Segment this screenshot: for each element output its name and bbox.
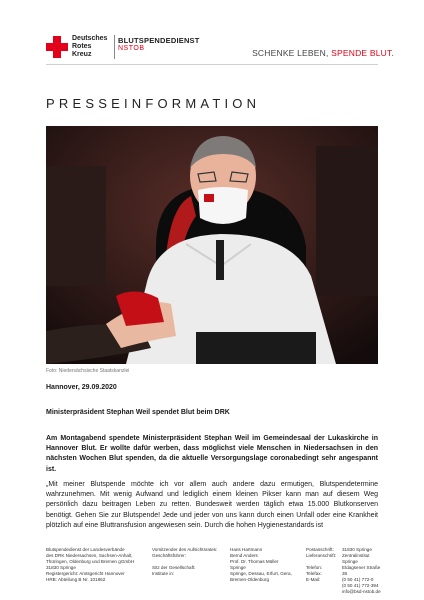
footer-line: des DRK Niedersachsen, Sachsen-Anhalt, [46,553,133,558]
photo-illustration [46,126,378,364]
photo-caption: Foto: Niedersächsische Staatskanzlei [46,368,130,374]
footer-line: Lieferanschrift: [306,553,337,558]
page-title: PRESSEINFORMATION [46,96,261,111]
footer-line: Vorsitzender des Aufsichtsrates: [152,547,218,552]
footer-line: Geschäftsführer: [152,553,186,558]
drk-line: Kreuz [72,51,92,58]
footer-line: (0 50 41) 772-394 [342,583,379,588]
footer-line: E-Mail: [306,577,321,582]
service-name: BLUTSPENDEDIENST [118,36,200,45]
footer-line: Bremen-Oldenburg [230,577,270,582]
footer-line: HRB: Abteilung B Nr. 101862 [46,577,106,582]
footer-line: Institute in: [152,571,175,576]
drk-wordmark [72,35,107,59]
lead-paragraph: Am Montagabend spendete Ministerpräsident Stephan Weil im Gemeindesaal der Lukaskirche in Hannover Blut. Er wollte dafür werben, dass möglichst viele Menschen in Niedersachsen in den nächsten Wochen Blut spenden, da die aktuelle Versorgungslage coronabedingt sehr angespannt ist. [46,435,378,473]
footer-line: (0 50 41) 772-0 [342,577,374,582]
footer-col-roles [152,547,228,577]
footer-line: Prof. Dr. Thomas Müller [230,559,279,564]
drk-line: Rotes [72,43,92,50]
slogan-part-b: SPENDE BLUT. [331,48,394,58]
footer-col-contact-labels [306,547,340,583]
footer-line: Telefax: [306,571,322,576]
logo-divider [114,35,115,59]
footer-line: info@bsd-nstob.de [342,589,381,594]
footer-col-company [46,547,150,583]
footer-line: 31830 Springe [342,547,372,552]
footer-line: Registergericht: Amtsgericht Hannover [46,571,125,576]
footer-line: 31830 Springe [46,565,76,570]
service-sub: NSTOB [118,45,145,52]
footer-line: Zentralinstitut Springe [342,553,370,564]
body-paragraph: „Mit meiner Blutspende möchte ich vor allem auch andere dazu ermutigen, Blutspendetermine wahrzunehmen. Mit wenig Aufwand und lediglich einem kleinen Pikser kann man auf diesem Weg persönlich dazu beitragen Leben zu retten. Bundesweit werden täglich etwa 15.000 Blutkonserven benötigt. Gehen Sie zur Blutspende! Jede und jeder von uns kann durch einen Unfall oder eine Krankheit plötzlich auf eine Bluttransfusion angewiesen sein. Durch die hohen Hygienestandards ist [46,481,378,529]
footer-line: Postanschrift: [306,547,334,552]
footer-line: Telefon: [306,565,323,570]
slogan [252,48,394,58]
footer-line: Eldagsener Straße 38 [342,565,381,576]
press-photo [46,126,378,364]
headline: Ministerpräsident Stephan Weil spendet Blut beim DRK [46,409,230,416]
letterhead [46,34,394,64]
red-cross-logo [46,36,68,58]
slogan-part-a: SCHENKE LEBEN, [252,48,329,58]
header-rule [46,64,378,65]
footer-line: Blutspendedienst der Landesverbände [46,547,125,552]
drk-line: Deutsches [72,35,108,42]
footer-line: Sitz der Gesellschaft: [152,565,196,570]
footer-line: Bernd Anders [230,553,258,558]
footer-col-names [230,547,304,583]
footer-col-contact-values [342,547,386,595]
footer-line: Thüringen, Oldenburg und Bremen gGmbH [46,559,135,564]
footer-line: Springe [230,565,246,570]
footer-line: Hans Hartmann [230,547,263,552]
footer-line: Springe, Dessau, Erfurt, Gera, [230,571,292,576]
dateline: Hannover, 29.09.2020 [46,384,117,391]
